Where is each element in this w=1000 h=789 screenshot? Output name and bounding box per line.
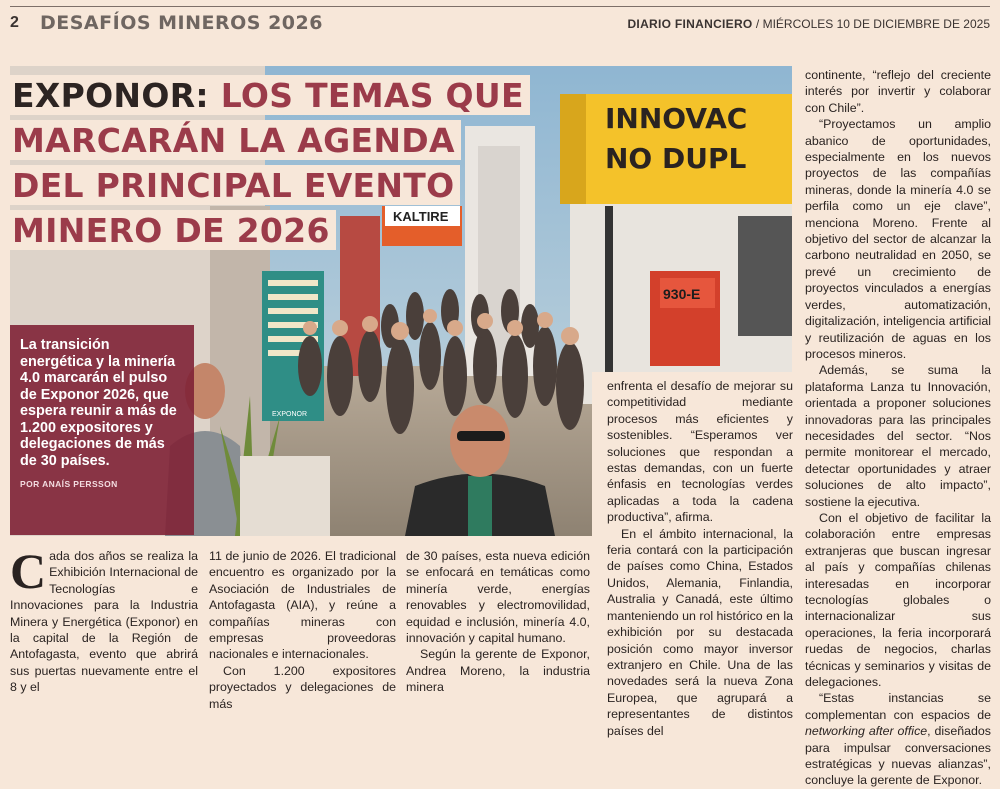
headline-lead-word: EXPONOR: (12, 76, 221, 115)
paragraph: Con el objetivo de facilitar la colaboración entre empresas extranjeras que buscan ingresar al país y compañías chilenas interesadas en incorporar tecnologías globales o internacionalizar sus operaciones, la feria incorporará ruedas de negocios, charlas técnicas y seminarios y visitas de delegaciones. (805, 510, 991, 690)
paragraph: “Proyectamos un amplio abanico de oportunidades, especialmente en los nuevos proyectos de las compañías mineras, donde la minería 4.0 se perfila como un eje clave”, menciona Moreno. Frente al objetivo del sector de alcanzar la carbono neutralidad en 2050, se prevé un crecimiento de proyectos vinculados a energías verdes, automatización, digitalización, inteligencia artificial y reutilización de aguas en los procesos mineros. (805, 117, 991, 361)
headline-line-4: MINERO DE 2026 (10, 210, 336, 250)
section-title: DESAFÍOS MINEROS 2026 (40, 12, 323, 34)
stand-sign-text: EXPONOR (272, 411, 308, 418)
publication-name: DIARIO FINANCIERO (627, 17, 753, 31)
headline (10, 75, 524, 255)
paragraph: Según la gerente de Exponor, Andrea Moreno, la industria minera (406, 647, 590, 695)
headline-text: LOS TEMAS QUE (220, 76, 524, 115)
article-column-3 (406, 548, 590, 696)
article-column-1 (10, 543, 198, 696)
headline-line-1 (10, 75, 530, 115)
paragraph: Con 1.200 expositores proyectados y delegaciones de más (209, 663, 396, 711)
stand-sign-top: INNOVAC (605, 102, 748, 135)
publication-date: / MIÉRCOLES 10 DE DICIEMBRE DE 2025 (752, 17, 990, 31)
paragraph: En el ámbito internacional, la feria contará con la participación de países como China, Estados Unidos, Alemania, Finlandia, Australia y Canadá, este último manteniendo un rol histórico en la exhibición por su destacada posición como mayor inversor extranjero en Chile. Una de las novedades será la nueva Zona Europea, que agrupará a representantes de distintos países del (607, 526, 793, 738)
kaltire-banner-text: KALTIRE (393, 209, 449, 224)
lead-text: La transición energética y la minería 4.0 marcarán el pulso de Exponor 2026, que espera reunir a más de 1.200 expositores y delegaciones de más de 30 países. (20, 337, 177, 469)
machine-label: 930-E (663, 286, 701, 302)
article-column-2 (209, 548, 396, 712)
page-number: 2 (10, 14, 19, 31)
stand-sign-bottom: NO DUPL (605, 142, 747, 175)
header-rule (10, 6, 990, 7)
paragraph: Además, se suma la plataforma Lanza tu Innovación, orientada a proponer soluciones innovadoras para las principales necesidades del sector. “Nos permite monitorear el mercado, detectar oportunidades y atraer soluciones de alto impacto”, sostiene la ejecutiva. (805, 363, 991, 509)
paragraph-text: “Estas instancias se complementan con espacios de (805, 691, 991, 722)
paragraph-text: , diseñados para impulsar conversaciones estratégicas y nuevas alianzas”, concluye la gerente de Exponor. (805, 724, 991, 788)
paragraph: enfrenta el desafío de mejorar su competitividad mediante procesos más eficientes y sostenibles. “Esperamos ver soluciones que respondan a estas demandas, con un fuerte énfasis en tecnologías verdes aplicadas a toda la cadena productiva”, afirma. (607, 379, 793, 525)
drop-cap: C (10, 543, 47, 599)
paragraph: 11 de junio de 2026. El tradicional encuentro es organizado por la Asociación de Industriales de Antofagasta (AIA), y reúne a compañías mineras con empresas proveedoras nacionales e internacionales. (209, 549, 396, 662)
paragraph: continente, “reflejo del creciente interés por invertir y colaborar con Chile”. (805, 68, 991, 115)
paragraph: ada dos años se realiza la Exhibición Internacional de Tecnologías e Innovaciones para la Industria Minera y Energética (Exponor) en la capital de la Región de Antofagasta, evento que abrirá sus puertas nuevamente entre el 8 y el (10, 549, 198, 695)
paragraph (805, 690, 991, 788)
paragraph-emphasis: networking after office (805, 724, 928, 739)
publication-dateline (627, 17, 990, 31)
headline-line-3: DEL PRINCIPAL EVENTO (10, 165, 460, 205)
article-column-4 (607, 378, 793, 739)
paragraph: de 30 países, esta nueva edición se enfocará en temáticas como minería verde, energías renovables y electromovilidad, equidad e inclusión, minería 4.0, innovación y capital humano. (406, 549, 590, 646)
headline-line-2: MARCARÁN LA AGENDA (10, 120, 461, 160)
byline: POR ANAÍS PERSSON (20, 479, 118, 489)
lead-box (10, 325, 194, 535)
